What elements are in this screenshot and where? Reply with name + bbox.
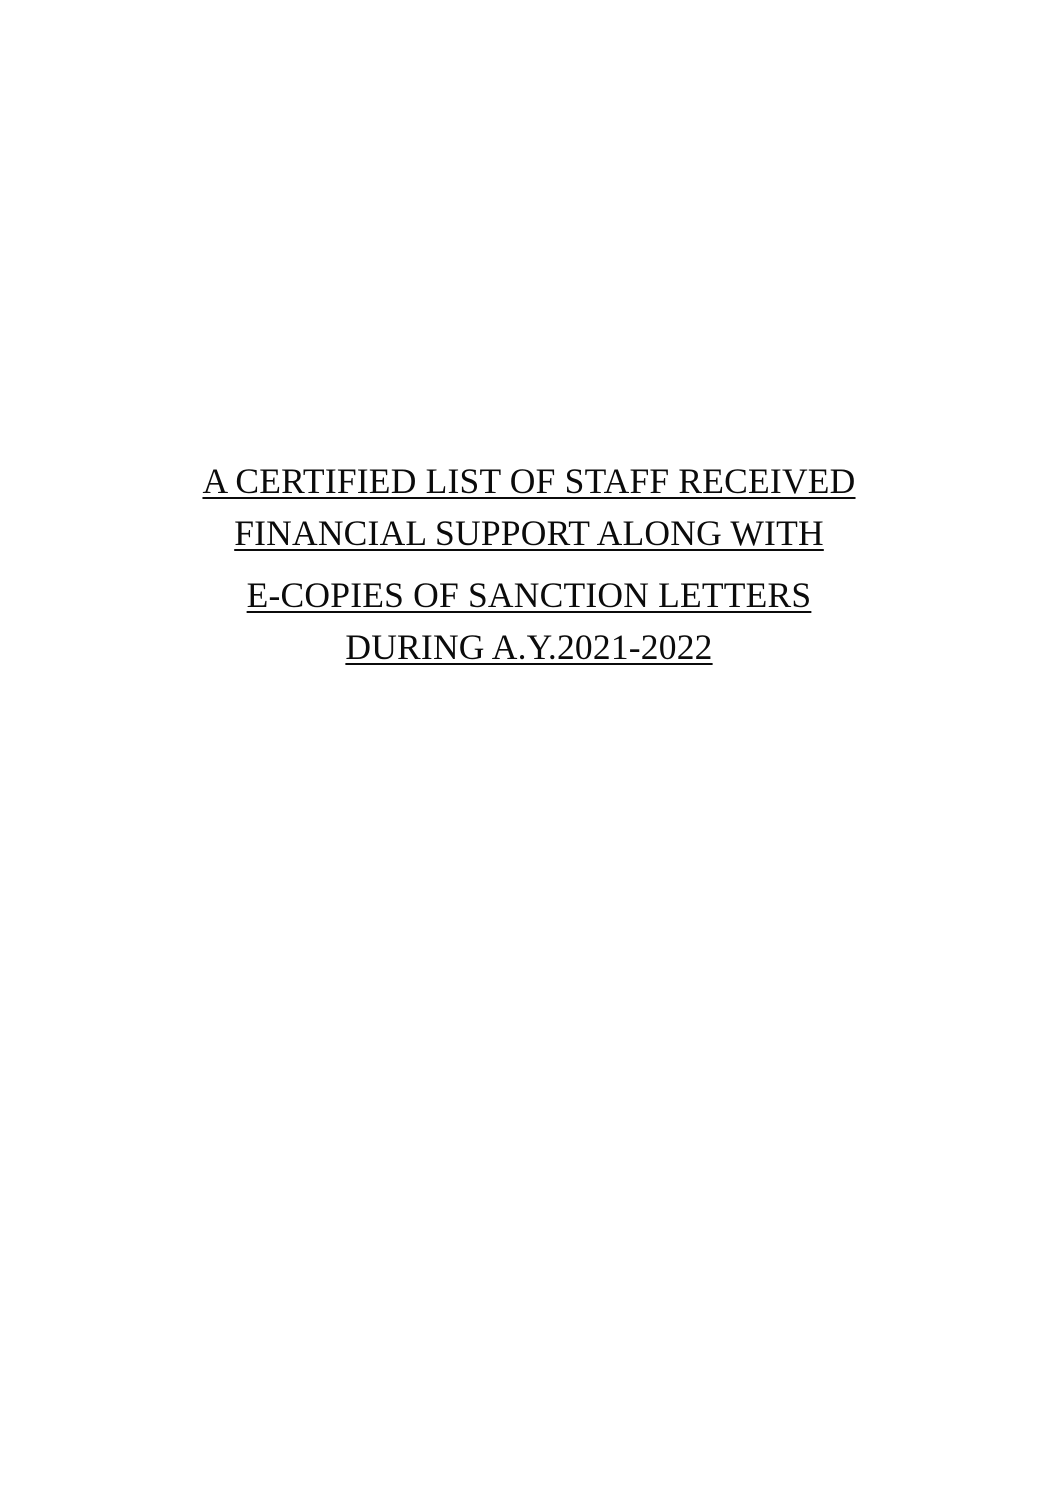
- title-line-2: [0, 507, 1058, 559]
- title-line-1-text: A CERTIFIED LIST OF STAFF RECEIVED: [202, 461, 856, 501]
- title-line-2-text: FINANCIAL SUPPORT ALONG WITH: [234, 513, 824, 553]
- title-line-3-text: E-COPIES OF SANCTION LETTERS: [246, 575, 812, 615]
- title-line-4-text: DURING A.Y.2021-2022: [345, 627, 713, 667]
- title-line-3: [0, 569, 1058, 621]
- page-title: [0, 455, 1058, 673]
- title-line-1: [0, 455, 1058, 507]
- title-line-4: [0, 621, 1058, 673]
